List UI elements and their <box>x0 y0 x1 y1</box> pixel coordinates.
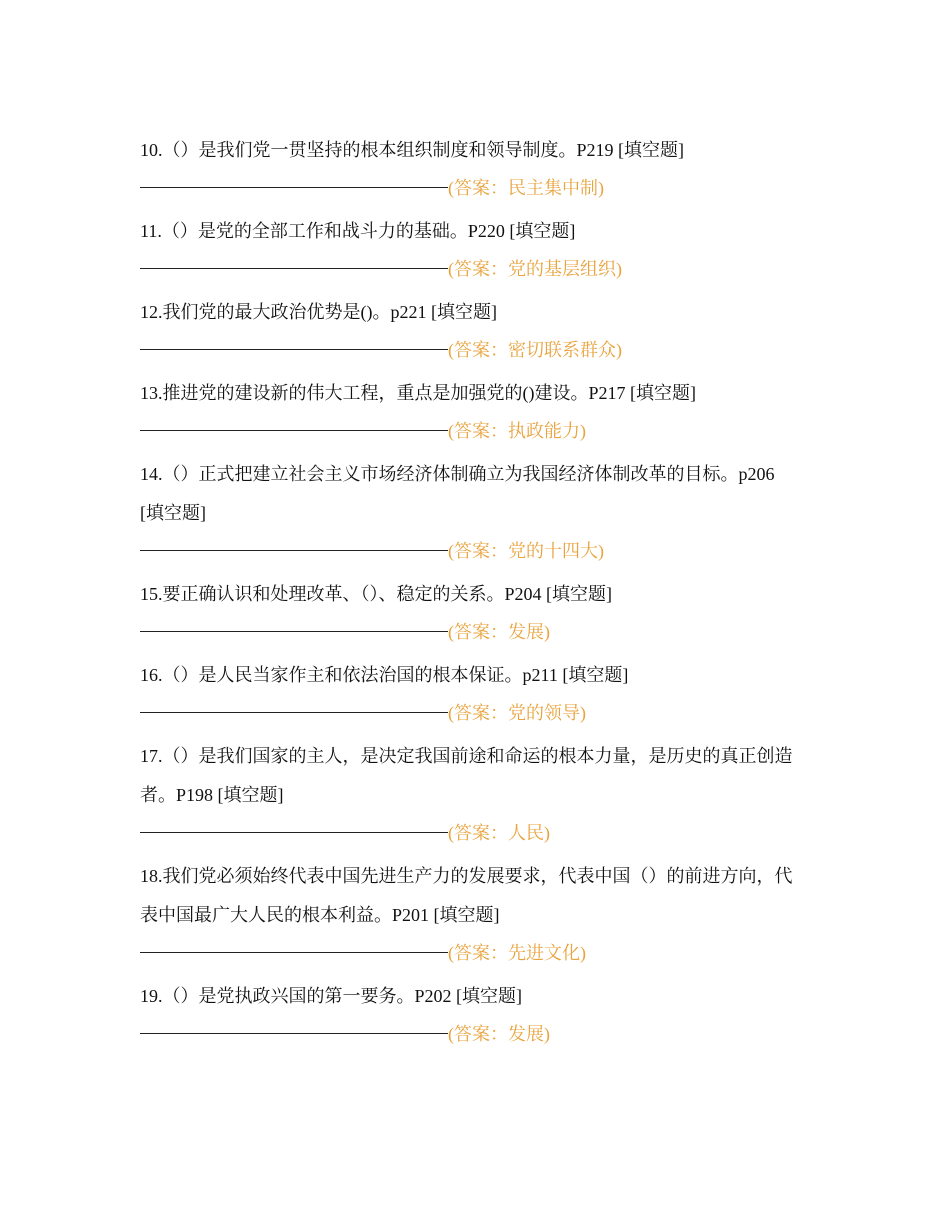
question-text: 12.我们党的最大政治优势是()。p221 [填空题] <box>140 302 497 322</box>
answer-blank <box>140 187 448 188</box>
answer-blank <box>140 1033 448 1034</box>
question-14 <box>140 455 800 570</box>
question-16 <box>140 656 800 732</box>
answer-line <box>140 533 800 570</box>
question-text: 16.（）是人民当家作主和依法治国的根本保证。p211 [填空题] <box>140 665 629 685</box>
answer-line <box>140 251 800 288</box>
answer-text: (答案：执政能力) <box>448 421 586 441</box>
answer-line <box>140 332 800 369</box>
question-text: 17.（）是我们国家的主人，是决定我国前途和命运的根本力量，是历史的真正创造者。P198 [填空题] <box>140 746 793 805</box>
answer-text: (答案：党的十四大) <box>448 541 604 561</box>
answer-text: (答案：发展) <box>448 1024 550 1044</box>
answer-text: (答案：密切联系群众) <box>448 340 622 360</box>
answer-text: (答案：人民) <box>448 823 550 843</box>
answer-line <box>140 695 800 732</box>
answer-text: (答案：先进文化) <box>448 943 586 963</box>
answer-text: (答案：发展) <box>448 622 550 642</box>
answer-line <box>140 413 800 450</box>
answer-blank <box>140 952 448 953</box>
question-13 <box>140 374 800 450</box>
answer-blank <box>140 631 448 632</box>
answer-blank <box>140 550 448 551</box>
answer-blank <box>140 832 448 833</box>
answer-blank <box>140 268 448 269</box>
question-text: 19.（）是党执政兴国的第一要务。P202 [填空题] <box>140 986 522 1006</box>
answer-text: (答案：党的基层组织) <box>448 259 622 279</box>
answer-line <box>140 815 800 852</box>
answer-blank <box>140 712 448 713</box>
question-19 <box>140 977 800 1053</box>
answer-blank <box>140 349 448 350</box>
question-text: 15.要正确认识和处理改革、（）、稳定的关系。P204 [填空题] <box>140 584 612 604</box>
answer-line <box>140 935 800 972</box>
answer-line <box>140 170 800 207</box>
question-text: 18.我们党必须始终代表中国先进生产力的发展要求，代表中国（）的前进方向，代表中国最广大人民的根本利益。P201 [填空题] <box>140 866 793 925</box>
question-12 <box>140 293 800 369</box>
question-10 <box>140 131 800 207</box>
question-17 <box>140 737 800 852</box>
question-text: 13.推进党的建设新的伟大工程，重点是加强党的()建设。P217 [填空题] <box>140 383 696 403</box>
answer-text: (答案：民主集中制) <box>448 178 604 198</box>
answer-line <box>140 1016 800 1053</box>
question-text: 14.（）正式把建立社会主义市场经济体制确立为我国经济体制改革的目标。p206 [填空题] <box>140 464 775 523</box>
question-text: 11.（）是党的全部工作和战斗力的基础。P220 [填空题] <box>140 221 576 241</box>
answer-blank <box>140 430 448 431</box>
question-18 <box>140 857 800 972</box>
question-text: 10.（）是我们党一贯坚持的根本组织制度和领导制度。P219 [填空题] <box>140 140 684 160</box>
question-11 <box>140 212 800 288</box>
answer-line <box>140 614 800 651</box>
answer-text: (答案：党的领导) <box>448 703 586 723</box>
question-15 <box>140 575 800 651</box>
